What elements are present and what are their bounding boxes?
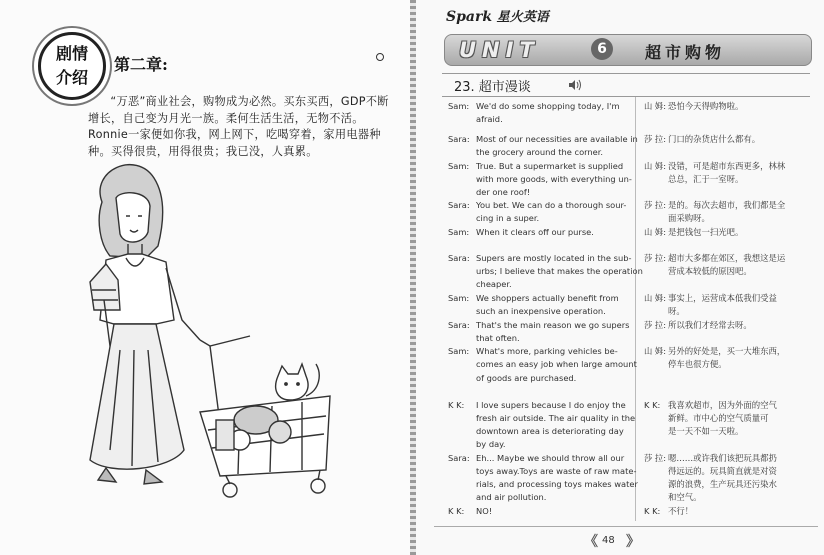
chinese-speaker-label: 山 姆: xyxy=(644,293,667,303)
chinese-line: 我喜欢超市，因为外面的空气 xyxy=(668,400,777,410)
chinese-line: 门口的杂货店什么都有。 xyxy=(668,134,761,144)
english-line: cing in a super. xyxy=(476,213,540,223)
english-line: of goods are purchased. xyxy=(476,373,577,383)
chinese-line: 呀。 xyxy=(668,306,685,316)
page-number: 48 xyxy=(602,535,615,546)
english-line: downtown area is deteriorating day xyxy=(476,426,624,436)
english-speaker-label: Sara: xyxy=(448,320,470,330)
chinese-speaker-label: K K: xyxy=(644,400,661,410)
prev-page-icon[interactable]: 《 xyxy=(584,534,598,550)
english-line: NO! xyxy=(476,506,493,516)
english-line: When it clears off our purse. xyxy=(476,227,594,237)
chinese-line: 是一天不如一天啦。 xyxy=(668,426,744,436)
right-page xyxy=(416,0,824,555)
english-line: We shoppers actually benefit from xyxy=(476,293,619,303)
column-divider xyxy=(635,97,636,521)
english-line: We'd do some shopping today, I'm xyxy=(476,101,620,111)
english-line: comes an easy job when large amount xyxy=(476,359,637,369)
english-speaker-label: Sara: xyxy=(448,453,470,463)
english-speaker-label: Sam: xyxy=(448,346,470,356)
english-line: der one roof! xyxy=(476,187,531,197)
chinese-speaker-label: 莎 拉: xyxy=(644,320,667,330)
unit-header-bar xyxy=(444,34,812,66)
chinese-line: 和空气。 xyxy=(668,492,702,502)
english-line: with more goods, with everything un- xyxy=(476,174,632,184)
english-line: Most of our necessities are available in xyxy=(476,134,638,144)
brand-chinese: 星火英语 xyxy=(496,10,549,25)
english-line: fresh air outside. The air quality in the xyxy=(476,413,636,423)
audio-speaker-icon[interactable] xyxy=(568,79,582,91)
chinese-line: 恐怕今天得购物啦。 xyxy=(668,101,744,111)
chinese-line: 超市大多都在郊区，我想这是运 xyxy=(668,253,786,263)
chapter-intro-text: “万恶”商业社会，购物成为必然。买东买西，GDP不断增长，自己变为月光一族。柔何生活生活，无物不活。Ronnie一家便如你我，网上网下，吃喝穿着，家用电器种种。买得很贵，用得很贵；我已没，人真累。 xyxy=(88,95,389,158)
english-speaker-label: Sara: xyxy=(448,134,470,144)
english-line: the grocery around the corner. xyxy=(476,147,604,157)
left-page xyxy=(0,0,411,555)
brand-spark: Spark xyxy=(446,9,493,25)
chinese-speaker-label: 山 姆: xyxy=(644,346,667,356)
decor-circle-icon xyxy=(376,53,384,61)
english-line: afraid. xyxy=(476,114,503,124)
unit-number-badge: 6 xyxy=(591,38,613,60)
chinese-line: 不行！ xyxy=(668,506,694,516)
english-line: That's the main reason we go supers xyxy=(476,320,630,330)
english-line: toys away.Toys are waste of raw mate- xyxy=(476,466,637,476)
chinese-speaker-label: K K: xyxy=(644,506,661,516)
english-line: Supers are mostly located in the sub- xyxy=(476,253,632,263)
unit-title: 超市购物 xyxy=(645,43,726,62)
english-speaker-label: Sam: xyxy=(448,101,470,111)
brand-logo xyxy=(446,6,549,25)
english-line: urbs; I believe that makes the operation xyxy=(476,266,643,276)
chinese-line: 嗯……或许我们该把玩具都扔 xyxy=(668,453,777,463)
chinese-speaker-label: 莎 拉: xyxy=(644,253,667,263)
chinese-line: 停车也很方便。 xyxy=(668,359,727,369)
chinese-line: 得远远的。玩具简直就是对资 xyxy=(668,466,777,476)
english-line: and air pollution. xyxy=(476,492,547,502)
footer-rule xyxy=(434,526,818,527)
english-line: rials, and processing toys makes water xyxy=(476,479,638,489)
chinese-line: 所以我们才经常去呀。 xyxy=(668,320,752,330)
chinese-speaker-label: 山 姆: xyxy=(644,161,667,171)
english-line: such an inexpensive operation. xyxy=(476,306,606,316)
english-line: cheaper. xyxy=(476,279,512,289)
badge-line-2: 介绍 xyxy=(55,68,88,87)
chinese-line: 面采购呀。 xyxy=(668,213,710,223)
chinese-line: 总总，汇于一室呀。 xyxy=(668,174,744,184)
chinese-speaker-label: 莎 拉: xyxy=(644,134,667,144)
english-speaker-label: K K: xyxy=(448,506,465,516)
english-line: True. But a supermarket is supplied xyxy=(476,161,624,171)
english-line: Eh... Maybe we should throw all our xyxy=(476,453,625,463)
english-line: that often. xyxy=(476,333,520,343)
english-line: I love supers because I do enjoy the xyxy=(476,400,626,410)
section-header xyxy=(442,73,810,97)
chinese-line: 没错，可是超市东西更多，林林 xyxy=(668,161,786,171)
english-line: What's more, parking vehicles be- xyxy=(476,346,618,356)
english-line: by day. xyxy=(476,439,506,449)
chinese-line: 是把钱包一扫光吧。 xyxy=(668,227,744,237)
chinese-speaker-label: 莎 拉: xyxy=(644,200,667,210)
english-speaker-label: Sam: xyxy=(448,161,470,171)
english-speaker-label: Sara: xyxy=(448,200,470,210)
chinese-line: 源的浪费，生产玩具还污染水 xyxy=(668,479,777,489)
chinese-line: 新鲜。市中心的空气质量可 xyxy=(668,413,769,423)
english-speaker-label: Sam: xyxy=(448,293,470,303)
english-speaker-label: K K: xyxy=(448,400,465,410)
chinese-line: 是的。每次去超市，我们都是全 xyxy=(668,200,786,210)
english-line: You bet. We can do a thorough sour- xyxy=(476,200,627,210)
chapter-title: 第二章: xyxy=(114,55,168,74)
section-title: 23. 超市漫谈 xyxy=(454,80,531,95)
chinese-line: 另外的好处是，买一大堆东西， xyxy=(668,346,786,356)
english-speaker-label: Sara: xyxy=(448,253,470,263)
chinese-speaker-label: 山 姆: xyxy=(644,101,667,111)
chinese-speaker-label: 莎 拉: xyxy=(644,453,667,463)
english-speaker-label: Sam: xyxy=(448,227,470,237)
chinese-line: 营成本较低的原因吧。 xyxy=(668,266,752,276)
badge-line-1: 剧情 xyxy=(55,44,88,63)
shopping-woman-illustration xyxy=(50,150,350,510)
chinese-speaker-label: 山 姆: xyxy=(644,227,667,237)
chinese-line: 事实上，运营成本低我们受益 xyxy=(668,293,777,303)
unit-word: UNIT xyxy=(459,38,540,62)
plot-intro-badge xyxy=(38,32,106,100)
next-page-icon[interactable]: 》 xyxy=(626,534,640,550)
